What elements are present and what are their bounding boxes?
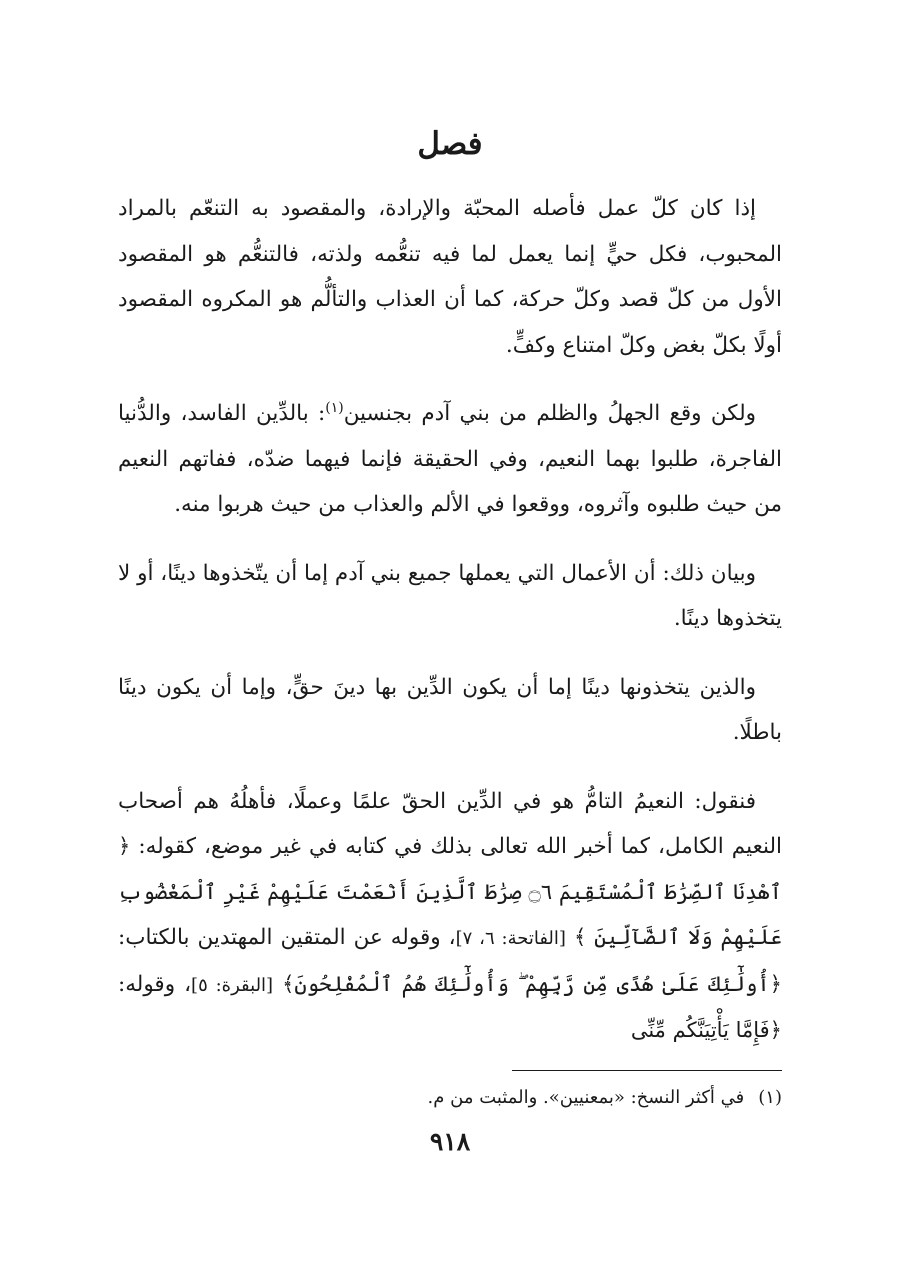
footnote-divider [512,1070,782,1071]
footnote-text: في أكثر النسخ: «بمعنيين». والمثبت من م. [427,1087,745,1108]
quran-verse-baqara: ﴿أُولَٰٓئِكَ عَلَىٰ هُدًى مِّن رَّبِّهِمْ ۖ وَأُولَٰٓئِكَ هُمُ ٱلْمُفْلِحُونَ﴾ [282,971,782,996]
verse-reference-baqara: [البقرة: ٥] [191,974,274,996]
page-number: ٩١٨ [429,1127,471,1156]
footnote-number: (١) [758,1087,782,1108]
paragraph-5 [118,779,782,1054]
paragraph-5-intro: فنقول: النعيمُ التامُّ هو في الدِّين الحقّ علمًا وعملًا، فأهلُهُ هم أصحاب النعيم الكامل، كما أخبر الله تعالى بذلك في كتابه في غير موضع، كقوله: [118,788,782,859]
paragraph-1: إذا كان كلّ عمل فأصله المحبّة والإرادة، والمقصود به التنعّم بالمراد المحبوب، فكل حيٍّ إنما يعمل لما فيه تنعُّمه ولذته، فالتنعُّم هو المقصود الأول من كلّ قصد وكلّ حركة، كما أن العذاب والتألُّم هو المكروه المقصود أولًا بكلّ بغض وكلّ امتناع وكفٍّ. [118,196,782,358]
book-page [118,0,782,1271]
paragraph-2-end: : بالدِّين الفاسد، والدُّنيا الفاجرة، طلبوا بهما النعيم، وفي الحقيقة فإنما فيهما ضدّه، ففاتهم النعيم من حيث طلبوه وآثروه، ووقعوا في الألم والعذاب من حيث هربوا منه. [118,401,782,517]
verse-reference-fatiha: [الفاتحة: ٦، ٧] [455,928,566,949]
section-heading: فصل [417,126,483,162]
body-text [118,186,782,1077]
paragraph-5-middle: ، وقوله عن المتقين المهتدين بالكتاب: [118,925,456,950]
quran-verse-fatiha: ﴿ ٱهْدِنَا ٱلصِّرَٰطَ ٱلْمُسْتَقِيمَ ۝٦ صِرَٰطَ ٱلَّذِينَ أَنْعَمْتَ عَلَيْهِمْ غَيْرِ ٱلْمَغْضُوبِ عَلَيْهِمْ وَلَا ٱلضَّآلِّينَ ﴾ [118,834,783,949]
footnote-reference[interactable]: (١) [325,399,344,416]
paragraph-2-start: ولكن وقع الجهلُ والظلم من بني آدم بجنسين [343,401,757,426]
paragraph-5-tail: ، وقوله: [118,971,192,997]
paragraph-2 [118,391,782,528]
footnote [118,1083,782,1113]
paragraph-4: والذين يتخذونها دينًا إما أن يكون الدِّين بها دينَ حقٍّ، وإما أن يكون دينًا باطلًا. [118,674,782,745]
paragraph-3: وبيان ذلك: أن الأعمال التي يعملها جميع بني آدم إما أن يتّخذوها دينًا، أو لا يتخذوها دينًا. [118,560,782,631]
quran-verse-taha: ﴿فَإِمَّا يَأْتِيَنَّكُم مِّنِّى [630,1018,782,1042]
